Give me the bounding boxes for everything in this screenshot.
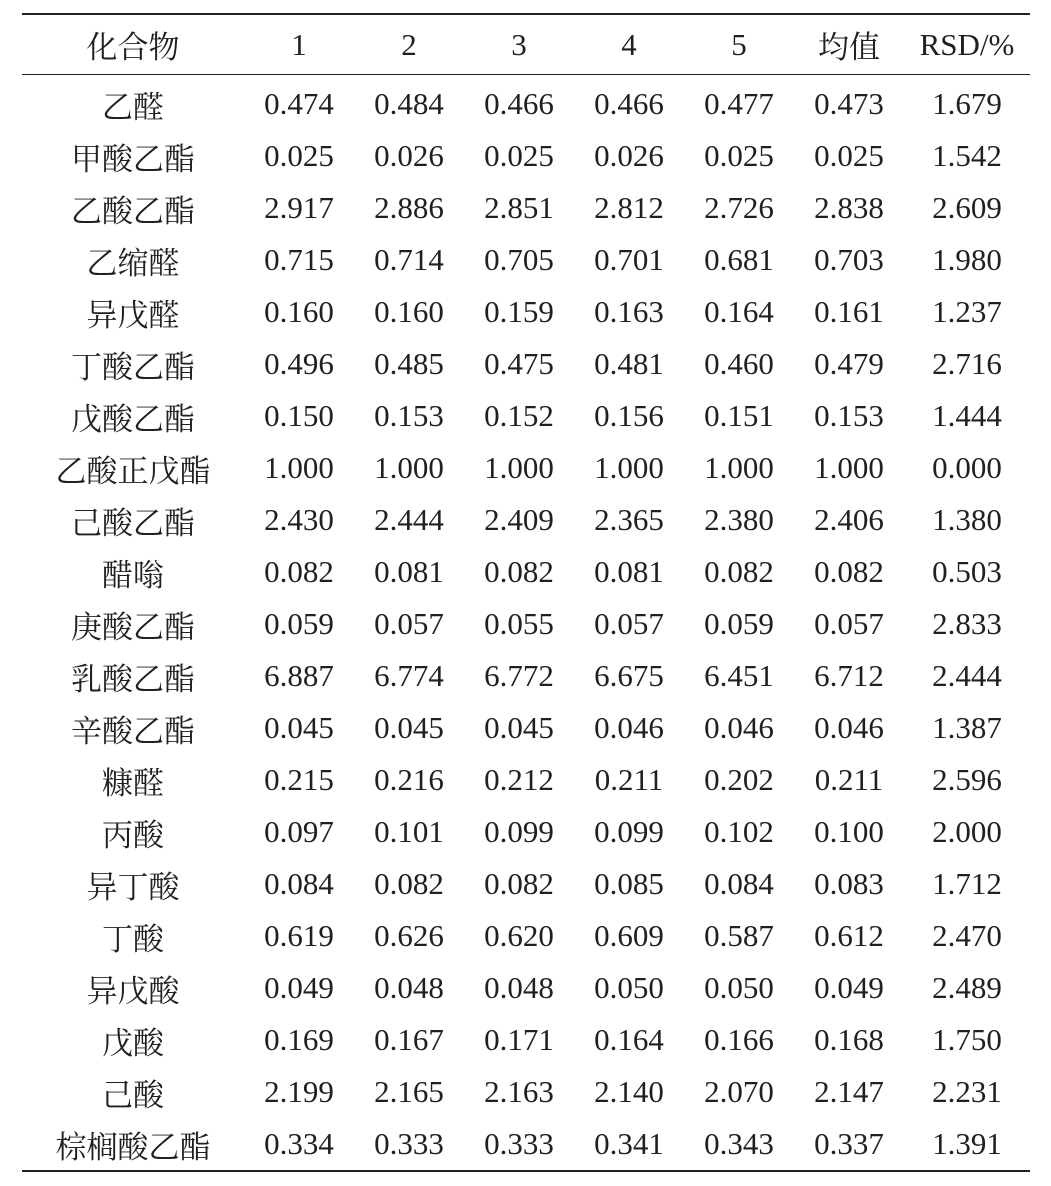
value-cell: 0.049 [264, 970, 334, 1005]
compound-name-cell: 糠醛 [102, 765, 164, 801]
compound-name-cell: 甲酸乙酯 [71, 141, 195, 177]
value-cell: 0.025 [814, 138, 884, 173]
value-cell: 0.714 [374, 242, 444, 277]
value-cell: 0.343 [704, 1126, 774, 1161]
table-row [22, 234, 1030, 286]
table-row [22, 546, 1030, 598]
table-row [22, 1066, 1030, 1118]
header-row [22, 14, 1030, 75]
value-cell: 0.151 [704, 398, 774, 433]
value-cell: 2.444 [374, 502, 444, 537]
compound-name-cell: 己酸乙酯 [71, 505, 195, 541]
header-rsd: RSD/% [919, 26, 1015, 62]
value-cell: 0.333 [484, 1126, 554, 1161]
value-cell: 0.102 [704, 814, 774, 849]
table-row [22, 754, 1030, 806]
value-cell: 0.026 [374, 138, 444, 173]
data-table [22, 13, 1030, 1172]
value-cell: 1.542 [932, 138, 1002, 173]
value-cell: 0.337 [814, 1126, 884, 1161]
value-cell: 2.199 [264, 1074, 334, 1109]
compound-name-cell: 异丁酸 [86, 869, 180, 905]
value-cell: 0.026 [594, 138, 664, 173]
header-run-1: 1 [291, 26, 307, 62]
compound-name-cell: 异戊酸 [86, 973, 180, 1009]
value-cell: 0.473 [814, 86, 884, 121]
table-row [22, 75, 1030, 131]
value-cell: 0.168 [814, 1022, 884, 1057]
value-cell: 1.000 [704, 450, 774, 485]
value-cell: 0.705 [484, 242, 554, 277]
value-cell: 2.470 [932, 918, 1002, 953]
compound-name-cell: 异戊醛 [86, 297, 180, 333]
value-cell: 0.169 [264, 1022, 334, 1057]
table-row [22, 130, 1030, 182]
value-cell: 2.444 [932, 658, 1002, 693]
value-cell: 2.838 [814, 190, 884, 225]
table-row [22, 338, 1030, 390]
value-cell: 0.045 [484, 710, 554, 745]
table-row [22, 390, 1030, 442]
table-row [22, 806, 1030, 858]
value-cell: 0.082 [484, 866, 554, 901]
value-cell: 0.477 [704, 86, 774, 121]
data-table-container [22, 13, 1030, 1172]
table-header [22, 14, 1030, 75]
value-cell: 0.082 [704, 554, 774, 589]
value-cell: 0.099 [594, 814, 664, 849]
value-cell: 0.703 [814, 242, 884, 277]
value-cell: 0.081 [594, 554, 664, 589]
table-row [22, 286, 1030, 338]
value-cell: 0.701 [594, 242, 664, 277]
value-cell: 2.070 [704, 1074, 774, 1109]
value-cell: 6.712 [814, 658, 884, 693]
value-cell: 0.212 [484, 762, 554, 797]
value-cell: 2.406 [814, 502, 884, 537]
value-cell: 6.774 [374, 658, 444, 693]
value-cell: 0.626 [374, 918, 444, 953]
value-cell: 0.159 [484, 294, 554, 329]
value-cell: 2.380 [704, 502, 774, 537]
value-cell: 0.479 [814, 346, 884, 381]
value-cell: 0.048 [374, 970, 444, 1005]
compound-name-cell: 辛酸乙酯 [71, 713, 195, 749]
value-cell: 0.171 [484, 1022, 554, 1057]
header-run-5: 5 [731, 26, 747, 62]
table-row [22, 702, 1030, 754]
value-cell: 0.496 [264, 346, 334, 381]
value-cell: 2.147 [814, 1074, 884, 1109]
value-cell: 1.237 [932, 294, 1002, 329]
value-cell: 1.679 [932, 86, 1002, 121]
compound-name-cell: 乙酸乙酯 [71, 193, 195, 229]
value-cell: 0.046 [704, 710, 774, 745]
value-cell: 6.772 [484, 658, 554, 693]
value-cell: 0.503 [932, 554, 1002, 589]
value-cell: 0.466 [594, 86, 664, 121]
value-cell: 0.215 [264, 762, 334, 797]
table-row [22, 650, 1030, 702]
value-cell: 0.152 [484, 398, 554, 433]
value-cell: 0.619 [264, 918, 334, 953]
value-cell: 0.211 [814, 762, 884, 797]
value-cell: 2.000 [932, 814, 1002, 849]
value-cell: 0.057 [594, 606, 664, 641]
value-cell: 0.341 [594, 1126, 664, 1161]
value-cell: 0.160 [264, 294, 334, 329]
table-row [22, 910, 1030, 962]
value-cell: 2.812 [594, 190, 664, 225]
compound-name-cell: 己酸 [102, 1077, 164, 1113]
value-cell: 0.081 [374, 554, 444, 589]
value-cell: 0.050 [704, 970, 774, 1005]
compound-name-cell: 醋嗡 [102, 557, 164, 593]
value-cell: 2.609 [932, 190, 1002, 225]
compound-name-cell: 乙醛 [102, 89, 164, 125]
value-cell: 1.000 [594, 450, 664, 485]
value-cell: 0.164 [594, 1022, 664, 1057]
value-cell: 2.716 [932, 346, 1002, 381]
value-cell: 0.333 [374, 1126, 444, 1161]
header-compound: 化合物 [86, 30, 180, 65]
value-cell: 2.165 [374, 1074, 444, 1109]
value-cell: 0.202 [704, 762, 774, 797]
table-row [22, 1118, 1030, 1171]
value-cell: 1.000 [264, 450, 334, 485]
value-cell: 0.160 [374, 294, 444, 329]
value-cell: 0.587 [704, 918, 774, 953]
compound-name-cell: 戊酸 [102, 1025, 164, 1061]
value-cell: 1.444 [932, 398, 1002, 433]
value-cell: 0.045 [374, 710, 444, 745]
table-row [22, 442, 1030, 494]
value-cell: 2.886 [374, 190, 444, 225]
value-cell: 0.715 [264, 242, 334, 277]
value-cell: 0.153 [814, 398, 884, 433]
value-cell: 0.167 [374, 1022, 444, 1057]
value-cell: 2.596 [932, 762, 1002, 797]
value-cell: 0.484 [374, 86, 444, 121]
value-cell: 0.460 [704, 346, 774, 381]
value-cell: 0.166 [704, 1022, 774, 1057]
value-cell: 0.216 [374, 762, 444, 797]
value-cell: 0.045 [264, 710, 334, 745]
value-cell: 2.409 [484, 502, 554, 537]
value-cell: 0.085 [594, 866, 664, 901]
value-cell: 0.097 [264, 814, 334, 849]
value-cell: 0.161 [814, 294, 884, 329]
value-cell: 0.612 [814, 918, 884, 953]
table-row [22, 182, 1030, 234]
compound-name-cell: 丙酸 [102, 817, 164, 853]
value-cell: 0.082 [264, 554, 334, 589]
value-cell: 1.380 [932, 502, 1002, 537]
table-row [22, 962, 1030, 1014]
value-cell: 0.475 [484, 346, 554, 381]
value-cell: 2.163 [484, 1074, 554, 1109]
value-cell: 1.000 [374, 450, 444, 485]
value-cell: 0.101 [374, 814, 444, 849]
compound-name-cell: 乙缩醛 [86, 245, 180, 281]
value-cell: 0.025 [264, 138, 334, 173]
header-run-3: 3 [511, 26, 527, 62]
compound-name-cell: 丁酸 [102, 921, 164, 957]
value-cell: 0.485 [374, 346, 444, 381]
value-cell: 1.980 [932, 242, 1002, 277]
value-cell: 0.334 [264, 1126, 334, 1161]
value-cell: 1.000 [814, 450, 884, 485]
value-cell: 2.917 [264, 190, 334, 225]
compound-name-cell: 丁酸乙酯 [71, 349, 195, 385]
table-body [22, 75, 1030, 1172]
value-cell: 0.156 [594, 398, 664, 433]
value-cell: 0.164 [704, 294, 774, 329]
value-cell: 2.489 [932, 970, 1002, 1005]
value-cell: 1.750 [932, 1022, 1002, 1057]
table-row [22, 1014, 1030, 1066]
value-cell: 0.025 [484, 138, 554, 173]
value-cell: 0.466 [484, 86, 554, 121]
compound-name-cell: 乙酸正戊酯 [55, 453, 211, 489]
value-cell: 0.211 [594, 762, 664, 797]
value-cell: 0.048 [484, 970, 554, 1005]
value-cell: 0.000 [932, 450, 1002, 485]
value-cell: 0.055 [484, 606, 554, 641]
value-cell: 0.025 [704, 138, 774, 173]
header-run-4: 4 [621, 26, 637, 62]
value-cell: 0.153 [374, 398, 444, 433]
value-cell: 2.430 [264, 502, 334, 537]
value-cell: 2.231 [932, 1074, 1002, 1109]
value-cell: 0.050 [594, 970, 664, 1005]
value-cell: 0.082 [374, 866, 444, 901]
value-cell: 0.681 [704, 242, 774, 277]
value-cell: 6.675 [594, 658, 664, 693]
value-cell: 0.481 [594, 346, 664, 381]
value-cell: 0.084 [704, 866, 774, 901]
value-cell: 0.082 [814, 554, 884, 589]
value-cell: 0.474 [264, 86, 334, 121]
compound-name-cell: 戊酸乙酯 [71, 401, 195, 437]
value-cell: 0.083 [814, 866, 884, 901]
value-cell: 0.046 [814, 710, 884, 745]
header-run-2: 2 [401, 26, 417, 62]
value-cell: 0.057 [374, 606, 444, 641]
value-cell: 0.609 [594, 918, 664, 953]
value-cell: 0.100 [814, 814, 884, 849]
value-cell: 0.163 [594, 294, 664, 329]
table-row [22, 858, 1030, 910]
value-cell: 0.057 [814, 606, 884, 641]
value-cell: 0.620 [484, 918, 554, 953]
value-cell: 1.387 [932, 710, 1002, 745]
value-cell: 0.059 [264, 606, 334, 641]
value-cell: 2.365 [594, 502, 664, 537]
value-cell: 2.140 [594, 1074, 664, 1109]
value-cell: 0.150 [264, 398, 334, 433]
compound-name-cell: 棕榈酸乙酯 [55, 1129, 211, 1165]
value-cell: 2.726 [704, 190, 774, 225]
value-cell: 1.000 [484, 450, 554, 485]
value-cell: 1.712 [932, 866, 1002, 901]
value-cell: 0.099 [484, 814, 554, 849]
value-cell: 0.059 [704, 606, 774, 641]
table-row [22, 598, 1030, 650]
compound-name-cell: 乳酸乙酯 [71, 661, 195, 697]
value-cell: 2.833 [932, 606, 1002, 641]
value-cell: 6.451 [704, 658, 774, 693]
value-cell: 0.082 [484, 554, 554, 589]
value-cell: 0.046 [594, 710, 664, 745]
value-cell: 0.049 [814, 970, 884, 1005]
compound-name-cell: 庚酸乙酯 [71, 609, 195, 645]
value-cell: 1.391 [932, 1126, 1002, 1161]
table-row [22, 494, 1030, 546]
value-cell: 0.084 [264, 866, 334, 901]
value-cell: 2.851 [484, 190, 554, 225]
value-cell: 6.887 [264, 658, 334, 693]
header-mean: 均值 [818, 30, 880, 65]
